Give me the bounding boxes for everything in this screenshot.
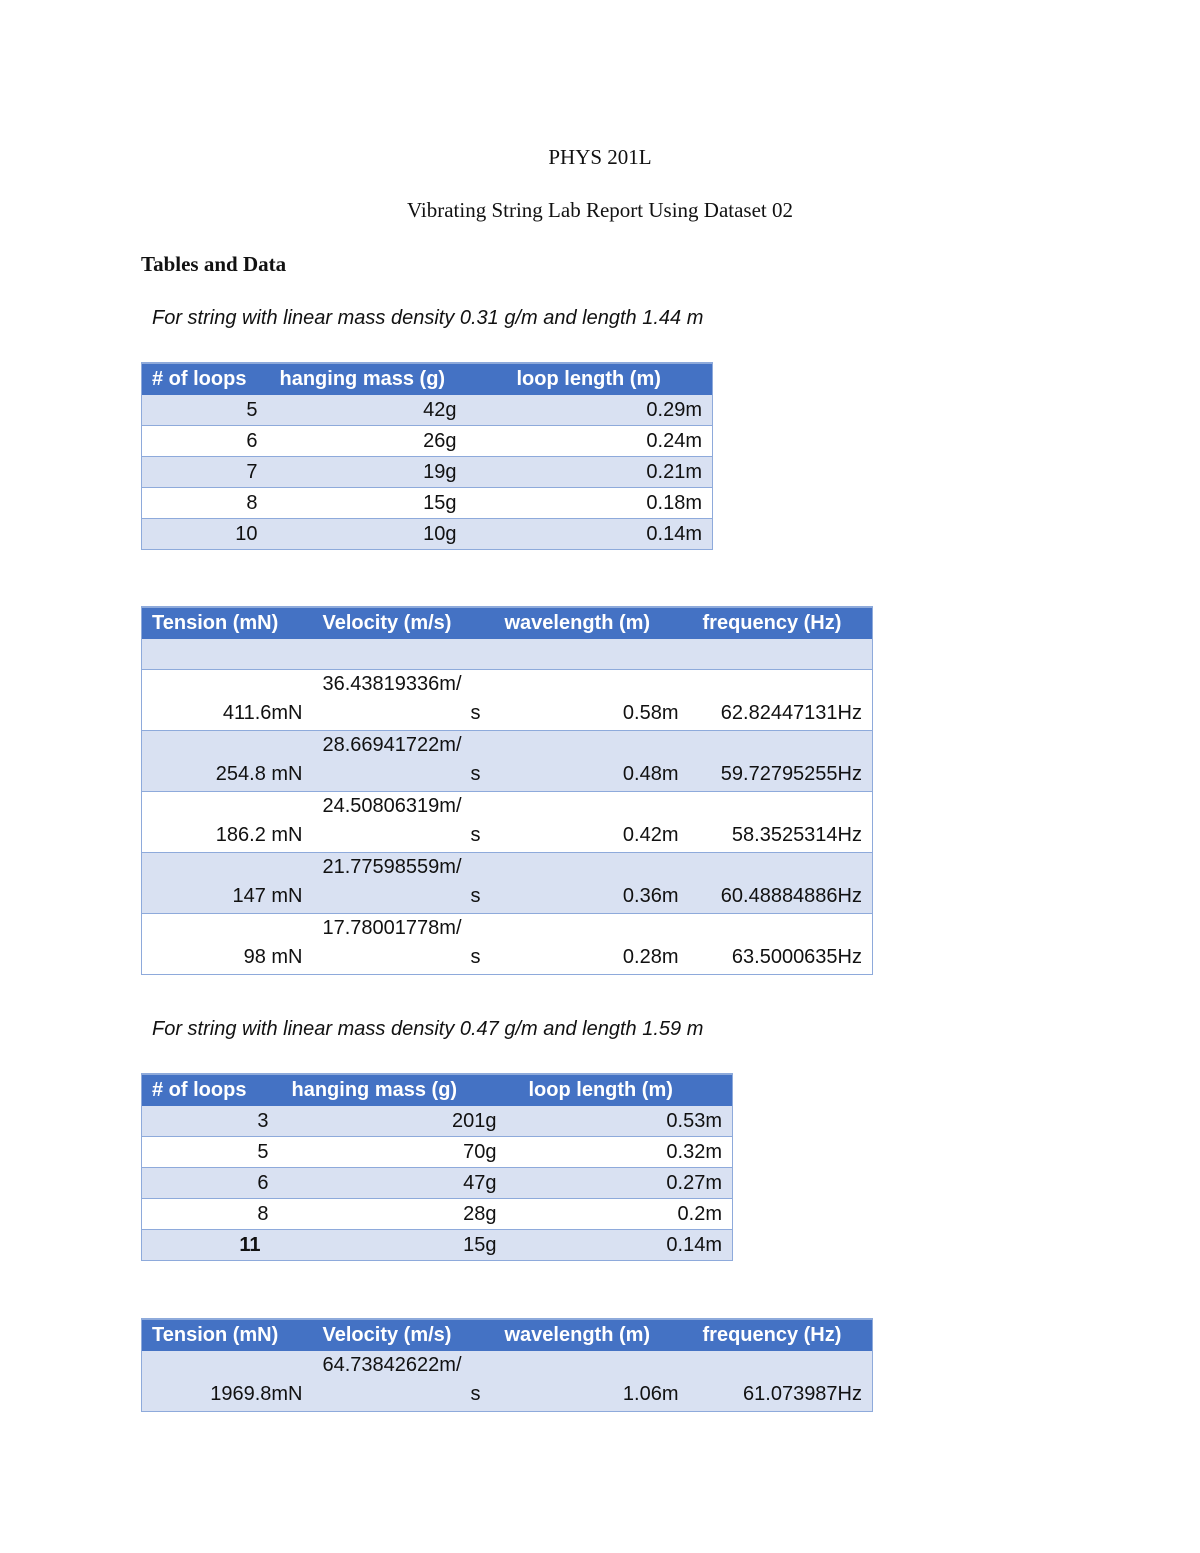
table-row xyxy=(142,1168,733,1199)
header-frequency: frequency (Hz) xyxy=(689,1319,873,1351)
cell-velocity xyxy=(313,731,491,792)
cell-velocity xyxy=(313,853,491,914)
table-row-empty xyxy=(142,639,873,670)
table-row xyxy=(142,457,713,488)
cell-tension: 1969.8mN xyxy=(142,1351,313,1412)
velocity-unit-wrap: s xyxy=(470,763,481,785)
cell-mass: 19g xyxy=(268,457,467,488)
table-row xyxy=(142,914,873,975)
cell-mass: 15g xyxy=(279,1230,507,1261)
table-row xyxy=(142,426,713,457)
velocity-unit-wrap: s xyxy=(470,885,481,907)
table-row xyxy=(142,488,713,519)
table-row xyxy=(142,792,873,853)
header-loop-length: loop length (m) xyxy=(507,1074,733,1106)
cell-wavelength: 1.06m xyxy=(491,1351,689,1412)
table-row xyxy=(142,731,873,792)
velocity-value: 36.43819336m/ xyxy=(322,673,462,695)
header-loops: # of loops xyxy=(142,1074,279,1106)
velocity-value: 28.66941722m/ xyxy=(322,734,462,756)
velocity-unit-wrap: s xyxy=(470,1383,481,1405)
cell-velocity xyxy=(313,792,491,853)
cell-frequency: 63.5000635Hz xyxy=(689,914,873,975)
cell-mass: 10g xyxy=(268,519,467,550)
velocity-unit-wrap: s xyxy=(470,946,481,968)
table-row xyxy=(142,519,713,550)
cell-wavelength: 0.42m xyxy=(491,792,689,853)
cell-velocity xyxy=(313,914,491,975)
string2-caption: For string with linear mass density 0.47 g/m and length 1.59 m xyxy=(152,1018,704,1040)
cell-frequency: 60.48884886Hz xyxy=(689,853,873,914)
header-loops: # of loops xyxy=(142,363,268,395)
table-row xyxy=(142,395,713,426)
cell-frequency: 61.073987Hz xyxy=(689,1351,873,1412)
cell-frequency: 62.82447131Hz xyxy=(689,670,873,731)
cell-frequency: 58.3525314Hz xyxy=(689,792,873,853)
cell-loop-length: 0.29m xyxy=(467,395,713,426)
cell-loops: 5 xyxy=(142,1137,279,1168)
header-velocity: Velocity (m/s) xyxy=(313,1319,491,1351)
cell-loop-length: 0.53m xyxy=(507,1106,733,1137)
cell-loop-length: 0.14m xyxy=(467,519,713,550)
header-frequency: frequency (Hz) xyxy=(689,607,873,639)
header-tension: Tension (mN) xyxy=(142,1319,313,1351)
course-title: PHYS 201L xyxy=(548,145,652,169)
cell-tension: 98 mN xyxy=(142,914,313,975)
table-row xyxy=(142,1106,733,1137)
cell-loop-length: 0.27m xyxy=(507,1168,733,1199)
cell-wavelength: 0.58m xyxy=(491,670,689,731)
header-mass: hanging mass (g) xyxy=(279,1074,507,1106)
cell-velocity xyxy=(313,1351,491,1412)
cell-frequency: 59.72795255Hz xyxy=(689,731,873,792)
cell-mass: 28g xyxy=(279,1199,507,1230)
cell-loops: 8 xyxy=(142,1199,279,1230)
cell-mass: 15g xyxy=(268,488,467,519)
table-row xyxy=(142,853,873,914)
velocity-value: 64.73842622m/ xyxy=(322,1354,462,1376)
table-row xyxy=(142,1351,873,1412)
table-header-row xyxy=(142,363,713,395)
velocity-unit-wrap: s xyxy=(470,702,481,724)
cell-loops: 6 xyxy=(142,1168,279,1199)
cell-loop-length: 0.32m xyxy=(507,1137,733,1168)
header-loop-length: loop length (m) xyxy=(467,363,713,395)
table-row xyxy=(142,1230,733,1261)
cell-tension: 186.2 mN xyxy=(142,792,313,853)
header-tension: Tension (mN) xyxy=(142,607,313,639)
cell-loops: 5 xyxy=(142,395,268,426)
velocity-value: 17.78001778m/ xyxy=(322,917,462,939)
cell-loop-length: 0.21m xyxy=(467,457,713,488)
cell-loop-length: 0.24m xyxy=(467,426,713,457)
table-row xyxy=(142,1199,733,1230)
string2-loops-table xyxy=(141,1073,733,1261)
cell-tension: 411.6mN xyxy=(142,670,313,731)
report-title: Vibrating String Lab Report Using Dataset 02 xyxy=(406,198,793,222)
cell-mass: 42g xyxy=(268,395,467,426)
table-row xyxy=(142,1137,733,1168)
header-wavelength: wavelength (m) xyxy=(491,607,689,639)
cell-loops: 10 xyxy=(142,519,268,550)
cell-wavelength: 0.48m xyxy=(491,731,689,792)
string1-wave-table xyxy=(141,606,873,975)
header-wavelength: wavelength (m) xyxy=(491,1319,689,1351)
cell-wavelength: 0.36m xyxy=(491,853,689,914)
cell-mass: 26g xyxy=(268,426,467,457)
string1-loops-table xyxy=(141,362,713,550)
cell-mass: 47g xyxy=(279,1168,507,1199)
cell-loops: 6 xyxy=(142,426,268,457)
string2-wave-table xyxy=(141,1318,873,1412)
section-heading: Tables and Data xyxy=(141,252,287,276)
header-mass: hanging mass (g) xyxy=(268,363,467,395)
cell-wavelength: 0.28m xyxy=(491,914,689,975)
header-velocity: Velocity (m/s) xyxy=(313,607,491,639)
string1-caption: For string with linear mass density 0.31 g/m and length 1.44 m xyxy=(152,307,704,329)
cell-loop-length: 0.18m xyxy=(467,488,713,519)
table-header-row xyxy=(142,607,873,639)
cell-velocity xyxy=(313,670,491,731)
cell-loops: 8 xyxy=(142,488,268,519)
table-header-row xyxy=(142,1074,733,1106)
cell-tension: 254.8 mN xyxy=(142,731,313,792)
cell-loop-length: 0.2m xyxy=(507,1199,733,1230)
table-row xyxy=(142,670,873,731)
cell-mass: 201g xyxy=(279,1106,507,1137)
velocity-value: 24.50806319m/ xyxy=(322,795,462,817)
cell-loops: 11 xyxy=(142,1230,279,1261)
cell-loops: 3 xyxy=(142,1106,279,1137)
cell-mass: 70g xyxy=(279,1137,507,1168)
velocity-unit-wrap: s xyxy=(470,824,481,846)
table-header-row xyxy=(142,1319,873,1351)
cell-loops: 7 xyxy=(142,457,268,488)
cell-tension: 147 mN xyxy=(142,853,313,914)
cell-loop-length: 0.14m xyxy=(507,1230,733,1261)
velocity-value: 21.77598559m/ xyxy=(322,856,462,878)
